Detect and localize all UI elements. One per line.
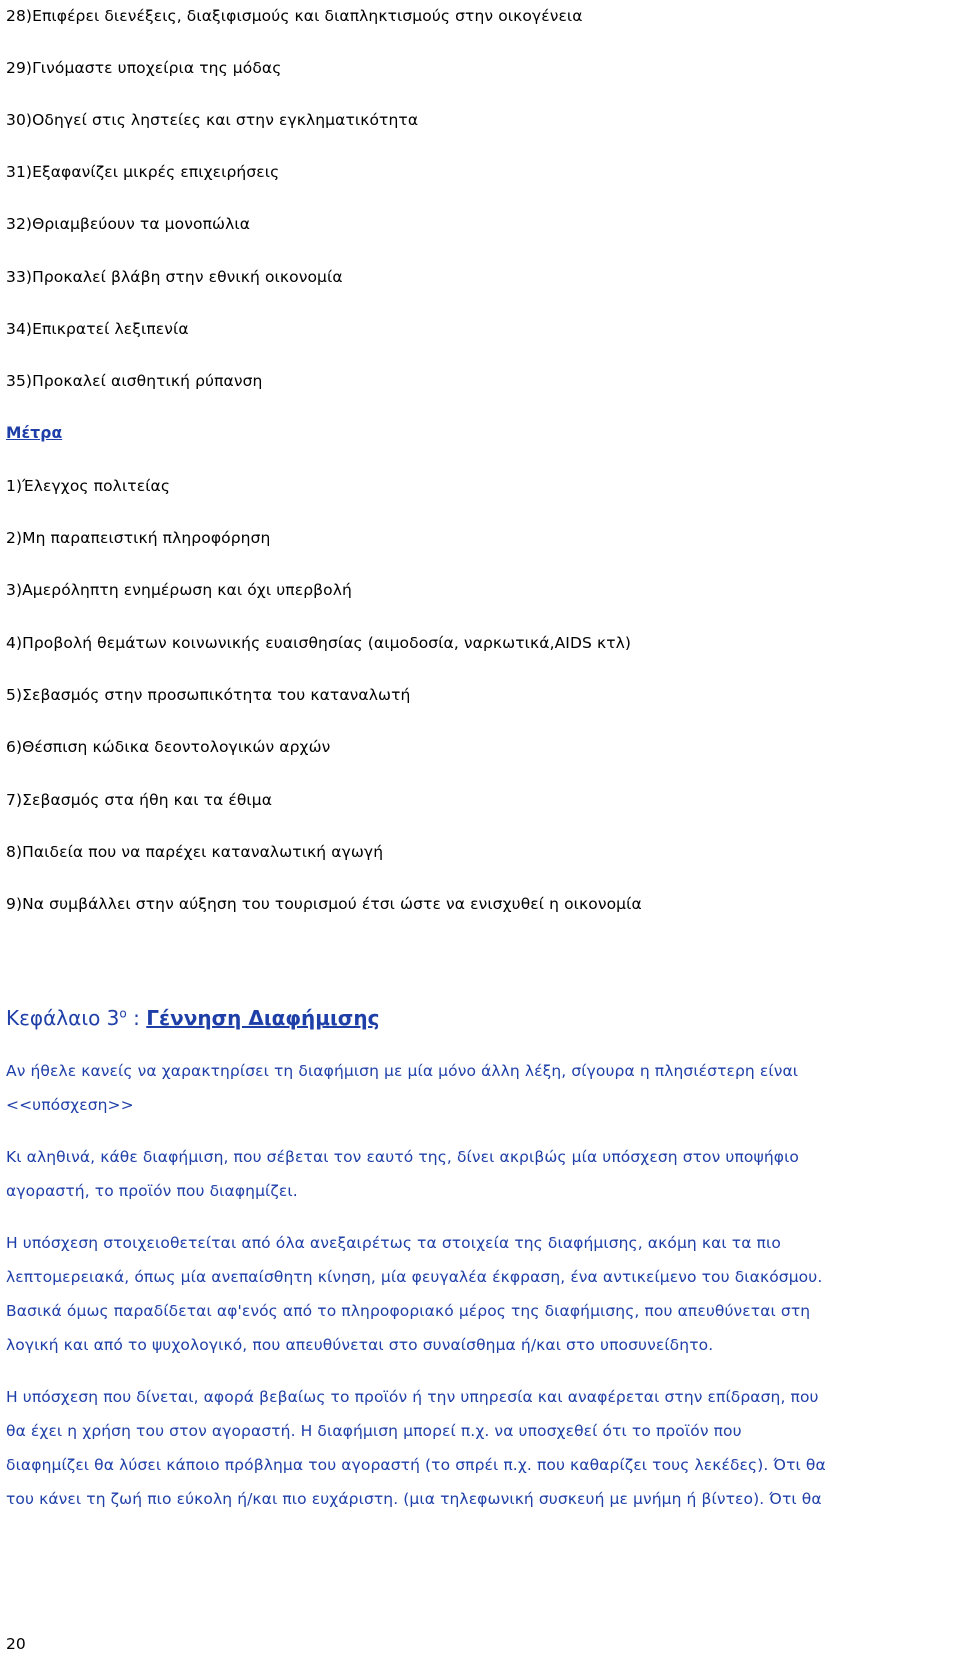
chapter-heading	[6, 1005, 379, 1031]
chapter-degree: ο	[119, 1006, 127, 1021]
list-item: 30)Οδηγεί στις ληστείες και στην εγκληματικότητα	[6, 111, 419, 129]
paragraph-line: του κάνει τη ζωή πιο εύκολη ή/και πιο ευχάριστη. (μια τηλεφωνική συσκευή με μνήμη ή βίντεο). Ότι θα	[6, 1490, 822, 1508]
chapter-separator: :	[126, 1006, 147, 1030]
paragraph-line: Βασικά όμως παραδίδεται αφ'ενός από το πληροφοριακό μέρος της διαφήμισης, που απευθύνεται στη	[6, 1302, 811, 1320]
paragraph-line: διαφημίζει θα λύσει κάποιο πρόβλημα του αγοραστή (το σπρέι π.χ. που καθαρίζει τους λεκέδες). Ότι θα	[6, 1456, 826, 1474]
measure-item: 3)Αμερόληπτη ενημέρωση και όχι υπερβολή	[6, 581, 352, 599]
measures-heading: Μέτρα	[6, 424, 63, 442]
paragraph-line: λεπτομερειακά, όπως μία ανεπαίσθητη κίνηση, μία φευγαλέα έκφραση, ένα αντικείμενο του διακόσμου.	[6, 1268, 823, 1286]
measure-item: 6)Θέσπιση κώδικα δεοντολογικών αρχών	[6, 738, 331, 756]
paragraph-line: Κι αληθινά, κάθε διαφήμιση, που σέβεται τον εαυτό της, δίνει ακριβώς μία υπόσχεση στον υποψήφιο	[6, 1148, 800, 1166]
paragraph-line: Η υπόσχεση στοιχειοθετείται από όλα ανεξαιρέτως τα στοιχεία της διαφήμισης, ακόμη και τα πιο	[6, 1234, 781, 1252]
list-item: 28)Επιφέρει διενέξεις, διαξιφισμούς και διαπληκτισμούς στην οικογένεια	[6, 7, 583, 25]
paragraph-line: Η υπόσχεση που δίνεται, αφορά βεβαίως το προϊόν ή την υπηρεσία και αναφέρεται στην επίδραση, που	[6, 1388, 819, 1406]
measure-item: 9)Να συμβάλλει στην αύξηση του τουρισμού έτσι ώστε να ενισχυθεί η οικονομία	[6, 895, 642, 913]
paragraph-line: θα έχει η χρήση του στον αγοραστή. Η διαφήμιση μπορεί π.χ. να υποσχεθεί ότι το προϊόν που	[6, 1422, 742, 1440]
list-item: 31)Εξαφανίζει μικρές επιχειρήσεις	[6, 163, 280, 181]
chapter-title: Γέννηση Διαφήμισης	[146, 1006, 380, 1030]
measure-item: 5)Σεβασμός στην προσωπικότητα του καταναλωτή	[6, 686, 411, 704]
measure-item: 8)Παιδεία που να παρέχει καταναλωτική αγωγή	[6, 843, 384, 861]
list-item: 35)Προκαλεί αισθητική ρύπανση	[6, 372, 263, 390]
page-number: 20	[6, 1635, 26, 1653]
paragraph-line: λογική και από το ψυχολογικό, που απευθύνεται στο συναίσθημα ή/και στο υποσυνείδητο.	[6, 1336, 714, 1354]
measure-item: 7)Σεβασμός στα ήθη και τα έθιμα	[6, 791, 273, 809]
chapter-prefix: Κεφάλαιο 3	[6, 1006, 120, 1030]
list-item: 29)Γινόμαστε υποχείρια της μόδας	[6, 59, 282, 77]
paragraph-line: αγοραστή, το προϊόν που διαφημίζει.	[6, 1182, 298, 1200]
paragraph-line: Αν ήθελε κανείς να χαρακτηρίσει τη διαφήμιση με μία μόνο άλλη λέξη, σίγουρα η πλησιέστερη είναι	[6, 1062, 799, 1080]
list-item: 33)Προκαλεί βλάβη στην εθνική οικονομία	[6, 268, 343, 286]
list-item: 34)Επικρατεί λεξιπενία	[6, 320, 189, 338]
measure-item: 1)Έλεγχος πολιτείας	[6, 477, 171, 495]
measure-item: 2)Μη παραπειστική πληροφόρηση	[6, 529, 271, 547]
paragraph-line: <<υπόσχεση>>	[6, 1096, 134, 1114]
measure-item: 4)Προβολή θεμάτων κοινωνικής ευαισθησίας (αιμοδοσία, ναρκωτικά,AIDS κτλ)	[6, 634, 632, 652]
list-item: 32)Θριαμβεύουν τα μονοπώλια	[6, 215, 251, 233]
